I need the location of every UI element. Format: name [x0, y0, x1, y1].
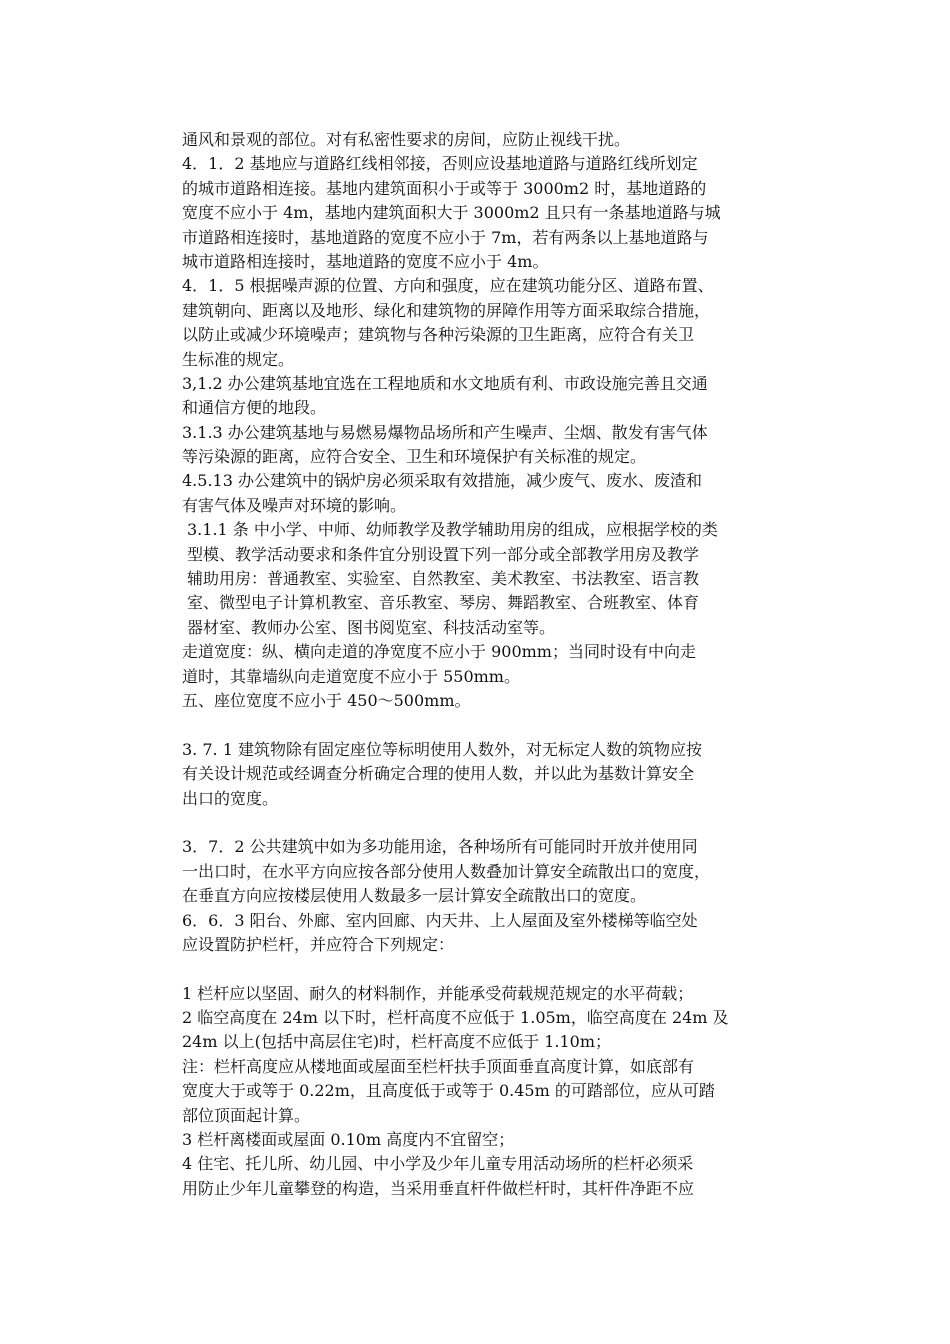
text-line: 6．6．3 阳台、外廊、室内回廊、内天井、上人屋面及室外楼梯等临空处: [182, 910, 698, 930]
text-line: 五、座位宽度不应小于 450～500mm。: [182, 690, 471, 710]
text-line: 城市道路相连接时，基地道路的宽度不应小于 4m。: [182, 251, 549, 271]
text-line: 型模、教学活动要求和条件宜分别设置下列一部分或全部教学用房及教学: [187, 544, 700, 564]
text-line: 道时，其靠墙纵向走道宽度不应小于 550mm。: [182, 666, 520, 686]
text-line: 等污染源的距离，应符合安全、卫生和环境保护有关标准的规定。: [182, 447, 647, 467]
text-line: 用防止少年儿童攀登的构造，当采用垂直杆件做栏杆时，其杆件净距不应: [182, 1178, 695, 1198]
text-line: 在垂直方向应按楼层使用人数最多一层计算安全疏散出口的宽度。: [182, 886, 647, 906]
text-line: 2 临空高度在 24m 以下时，栏杆高度不应低于 1.05m，临空高度在 24m 及: [182, 1008, 729, 1028]
text-line: 建筑朝向、距离以及地形、绿化和建筑物的屏障作用等方面采取综合措施，: [182, 300, 711, 320]
blank-line: [182, 811, 822, 835]
document-body: [182, 128, 822, 1201]
text-line: 以防止或减少环境噪声；建筑物与各种污染源的卫生距离，应符合有关卫: [182, 325, 695, 345]
text-line: 和通信方便的地段。: [182, 398, 327, 418]
blank-line: [182, 957, 822, 981]
text-line: 4．1．2 基地应与道路红线相邻接，否则应设基地道路与道路红线所划定: [182, 154, 698, 174]
text-line: 3．7．2 公共建筑中如为多功能用途，各种场所有可能同时开放并使用同: [182, 837, 698, 857]
text-line: 市道路相连接时，基地道路的宽度不应小于 7m，若有两条以上基地道路与: [182, 227, 709, 247]
text-line: 宽度不应小于 4m，基地内建筑面积大于 3000m2 且只有一条基地道路与城: [182, 203, 721, 223]
text-line: 生标准的规定。: [182, 349, 295, 369]
text-line: 3 栏杆离楼面或屋面 0.10m 高度内不宜留空；: [182, 1130, 515, 1150]
text-line: 走道宽度：纵、横向走道的净宽度不应小于 900mm；当同时设有中向走: [182, 642, 696, 662]
text-line: 的城市道路相连接。基地内建筑面积小于或等于 3000m2 时，基地道路的: [182, 178, 707, 198]
text-line: 室、微型电子计算机教室、音乐教室、琴房、舞蹈教室、合班教室、体育: [187, 593, 700, 613]
text-line: 24m 以上(包括中高层住宅)时，栏杆高度不应低于 1.10m；: [182, 1032, 611, 1052]
text-line: 4．1．5 根据噪声源的位置、方向和强度，应在建筑功能分区、道路布置、: [182, 276, 714, 296]
text-line: 3. 7. 1 建筑物除有固定座位等标明使用人数外，对无标定人数的筑物应按: [182, 739, 702, 759]
text-line: 宽度大于或等于 0.22m，且高度低于或等于 0.45m 的可踏部位，应从可踏: [182, 1081, 715, 1101]
text-line: 出口的宽度。: [182, 788, 279, 808]
text-line: 4 住宅、托儿所、幼儿园、中小学及少年儿童专用活动场所的栏杆必须采: [182, 1154, 694, 1174]
text-line: 部位顶面起计算。: [182, 1105, 311, 1125]
text-line: 应设置防护栏杆，并应符合下列规定：: [182, 934, 455, 954]
text-line: 器材室、教师办公室、图书阅览室、科技活动室等。: [187, 617, 556, 637]
blank-line: [182, 713, 822, 737]
text-line: 有关设计规范或经调查分析确定合理的使用人数，并以此为基数计算安全: [182, 764, 695, 784]
text-line: 通风和景观的部位。对有私密性要求的房间，应防止视线干扰。: [182, 130, 631, 149]
text-line: 一出口时，在水平方向应按各部分使用人数叠加计算安全疏散出口的宽度，: [182, 861, 711, 881]
text-line: 3.1.3 办公建筑基地与易燃易爆物品场所和产生噪声、尘烟、散发有害气体: [182, 422, 708, 442]
text-line: 4.5.13 办公建筑中的锅炉房必须采取有效措施，减少废气、废水、废渣和: [182, 471, 702, 491]
text-line: 3,1.2 办公建筑基地宜选在工程地质和水文地质有利、市政设施完善且交通: [182, 373, 708, 393]
text-line: 1 栏杆应以坚固、耐久的材料制作，并能承受荷载规范规定的水平荷载；: [182, 983, 694, 1003]
text-line: 有害气体及噪声对环境的影响。: [182, 495, 407, 515]
text-line: 注：栏杆高度应从楼地面或屋面至栏杆扶手顶面垂直高度计算，如底部有: [182, 1056, 695, 1076]
text-line: 3.1.1 条 中小学、中师、幼师教学及教学辅助用房的组成，应根据学校的类: [187, 520, 718, 540]
text-line: 辅助用房：普通教室、实验室、自然教室、美术教室、书法教室、语言教: [187, 569, 700, 589]
